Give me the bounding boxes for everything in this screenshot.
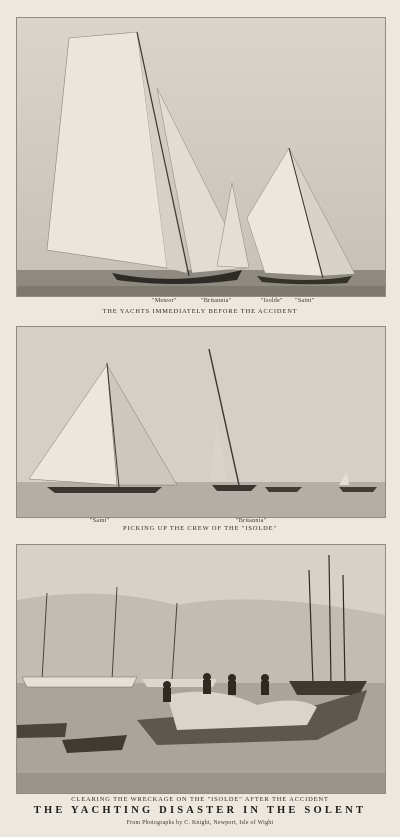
yacht-labels-plate1 <box>16 297 384 306</box>
caption-plate2: PICKING UP THE CREW OF THE "ISOLDE" <box>122 525 277 532</box>
photo-credit: From Photographs by C. Knight, Newport, Isle of Wight <box>126 820 274 826</box>
illustration-picking-up-crew <box>16 326 386 518</box>
label-isolde: "Isolde" <box>261 297 283 304</box>
illustration-yachts-before-accident <box>16 17 386 297</box>
caption-plate3: CLEARING THE WRECKAGE ON THE "ISOLDE" AFTER THE ACCIDENT <box>71 796 329 803</box>
label-britannia: "Britannia" <box>201 297 232 304</box>
illustration-clearing-wreckage <box>16 544 386 794</box>
label-saint: "Saint" <box>295 297 315 304</box>
caption-plate1: THE YACHTS IMMEDIATELY BEFORE THE ACCIDENT <box>102 308 298 315</box>
page-title: THE YACHTING DISASTER IN THE SOLENT <box>33 805 367 816</box>
label-meteor: "Meteor" <box>152 297 177 304</box>
label-britannia-2: "Britannia" <box>236 517 267 524</box>
label-saint-2: "Saint" <box>90 517 110 524</box>
